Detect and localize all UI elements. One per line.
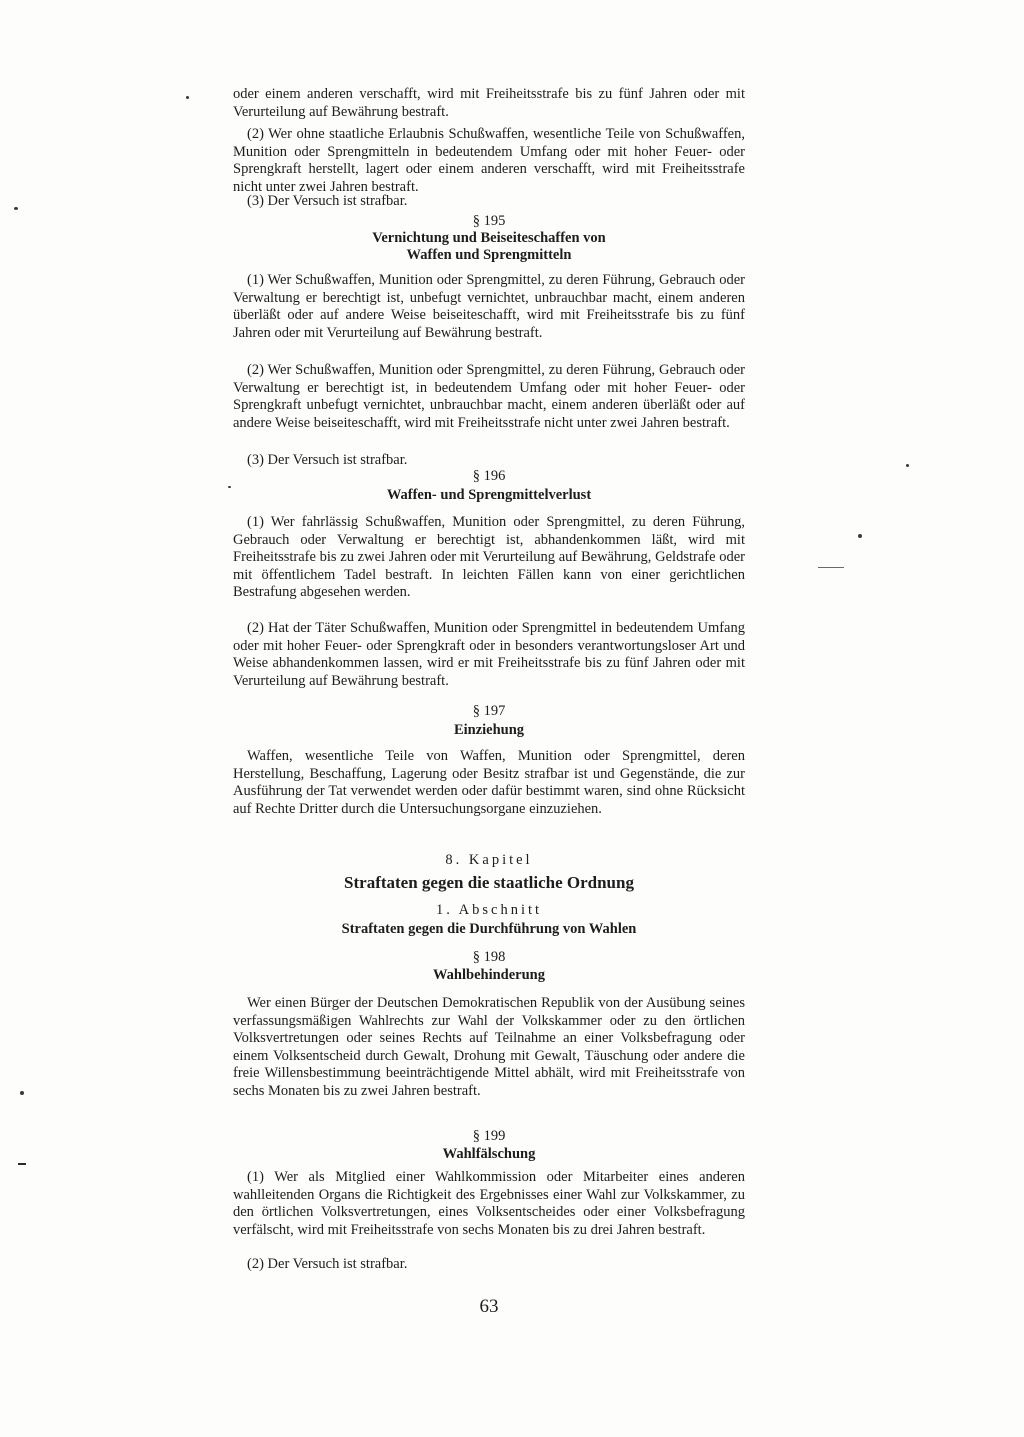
section-number-197: § 197 bbox=[472, 703, 506, 719]
section-title-199: Wahlfälschung bbox=[442, 1146, 536, 1162]
paragraph-continuation: oder einem anderen verschafft, wird mit Freiheitsstrafe bis zu fünf Jahren oder mit Verurteilung auf Bewährung bestraft. bbox=[233, 86, 745, 120]
section-number-199: § 199 bbox=[472, 1128, 506, 1144]
chapter-title: Straftaten gegen die staatliche Ordnung bbox=[344, 873, 634, 892]
paragraph-195-2: (2) Wer Schußwaffen, Munition oder Sprengmittel, zu deren Führung, Gebrauch oder Verwaltung er berechtigt ist, in bedeutendem Umfang oder mit hoher Feuer- oder Sprengkraft unbefugt vernichtet, unbrauchbar macht, einem anderen überläßt oder auf andere Weise beiseiteschafft, wird mit Freiheitsstrafe nicht unter zwei Jahren bestraft. bbox=[233, 362, 745, 431]
chapter-label: 8. Kapitel bbox=[445, 852, 533, 868]
scan-speck bbox=[186, 96, 189, 99]
section-title-196: Waffen- und Sprengmittelverlust bbox=[386, 487, 592, 503]
section-title: Straftaten gegen die Durchführung von Wahlen bbox=[341, 921, 637, 937]
scan-line bbox=[818, 567, 844, 568]
paragraph-196-1: (1) Wer fahrlässig Schußwaffen, Munition oder Sprengmittel, zu deren Führung, Gebrauch oder Verwaltung er berechtigt ist, abhandenkommen läßt, wird mit Freiheitsstrafe bis zu zwei Jahren oder mit Verurteilung auf Bewährung, Geldstrafe oder mit öffentlichem Tadel bestraft. In leichten Fällen kann von einer gerichtlichen Bestrafung abgesehen werden. bbox=[233, 514, 745, 601]
section-number-195: § 195 bbox=[472, 213, 506, 229]
paragraph-195-1: (1) Wer Schußwaffen, Munition oder Sprengmittel, zu deren Führung, Gebrauch oder Verwaltung er berechtigt ist, unbefugt vernichtet, unbrauchbar macht, einem anderen überläßt oder auf andere Weise beiseiteschafft, wird mit Freiheitsstrafe bis zu fünf Jahren oder mit Verurteilung auf Bewährung bestraft. bbox=[233, 272, 745, 341]
section-title-197: Einziehung bbox=[453, 722, 525, 738]
paragraph-197-1: Waffen, wesentliche Teile von Waffen, Munition oder Sprengmittel, deren Herstellung, Beschaffung, Lagerung oder Besitz strafbar ist und Gegenstände, die zur Ausführung der Tat verwendet werden oder dafür bestimmt waren, sind ohne Rücksicht auf Rechte Dritter durch die Untersuchungsorgane einzuziehen. bbox=[233, 748, 745, 817]
scan-speck bbox=[858, 534, 862, 538]
section-number-198: § 198 bbox=[472, 949, 506, 965]
scan-speck bbox=[20, 1091, 24, 1095]
section-number-196: § 196 bbox=[472, 468, 506, 484]
scan-speck bbox=[906, 464, 909, 467]
scan-speck bbox=[14, 207, 18, 210]
section-title-195-line1: Vernichtung und Beiseiteschaffen von bbox=[372, 230, 606, 246]
paragraph-199-1: (1) Wer als Mitglied einer Wahlkommission oder Mitarbeiter eines anderen wahlleitenden Organs die Richtigkeit des Ergebnisses einer Wahl zur Volkskammer, zu den örtlichen Volksvertretungen, eines Volksentscheides oder einer Volksbefragung verfälscht, wird mit Freiheitsstrafe von sechs Monaten bis zu drei Jahren bestraft. bbox=[233, 1169, 745, 1238]
paragraph-198-1: Wer einen Bürger der Deutschen Demokratischen Republik von der Ausübung seines verfassungsmäßigen Wahlrechts zur Wahl der Volkskammer oder zu den örtlichen Volksvertretungen oder seines Rechts auf Teilnahme an einer Volksbefragung oder einem Volksentscheid durch Gewalt, Drohung mit Gewalt, Täuschung oder andere die freie Willensbestimmung beeinträchtigende Mittel abhält, wird mit Freiheitsstrafe von sechs Monaten bis zu zwei Jahren bestraft. bbox=[233, 995, 745, 1099]
scan-speck bbox=[228, 486, 231, 488]
page-number: 63 bbox=[479, 1296, 499, 1317]
paragraph-194-2: (2) Wer ohne staatliche Erlaubnis Schußwaffen, wesentliche Teile von Schußwaffen, Munition oder Sprengmitteln in bedeutendem Umfang oder mit hoher Feuer- oder Sprengkraft herstellt, lagert oder einem anderen verschafft, wird mit Freiheitsstrafe nicht unter zwei Jahren bestraft. bbox=[233, 126, 745, 195]
section-label: 1. Abschnitt bbox=[435, 902, 543, 918]
section-title-195-line2: Waffen und Sprengmitteln bbox=[406, 247, 572, 263]
paragraph-195-3: (3) Der Versuch ist strafbar. bbox=[247, 452, 408, 468]
paragraph-199-2: (2) Der Versuch ist strafbar. bbox=[247, 1256, 408, 1272]
section-title-198: Wahlbehinderung bbox=[432, 967, 545, 983]
scan-line bbox=[18, 1163, 26, 1165]
paragraph-194-3: (3) Der Versuch ist strafbar. bbox=[247, 193, 408, 209]
paragraph-196-2: (2) Hat der Täter Schußwaffen, Munition oder Sprengmittel in bedeutendem Umfang oder mit hoher Feuer- oder Sprengkraft oder in besonders verantwortungsloser Art und Weise abhandenkommen lassen, wird er mit Freiheitsstrafe bis zu fünf Jahren oder mit Verurteilung auf Bewährung bestraft. bbox=[233, 620, 745, 689]
